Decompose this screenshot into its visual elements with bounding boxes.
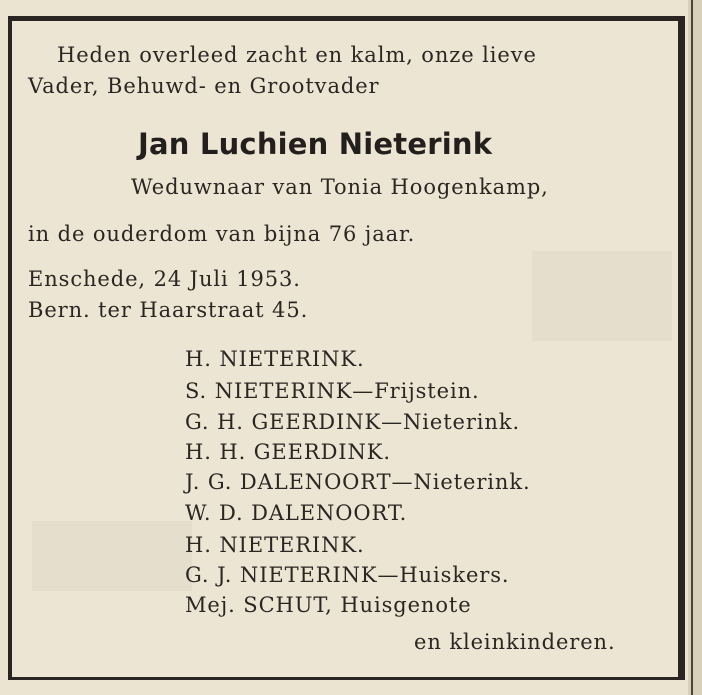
family-member: W. D. DALENOORT. [185, 501, 408, 525]
family-member: G. J. NIETERINK—Huiskers. [185, 563, 510, 587]
family-member: H. H. GEERDINK. [185, 440, 391, 464]
family-member: S. NIETERINK—Frijstein. [185, 379, 480, 403]
column-rule [691, 0, 693, 695]
intro-line-2: Vader, Behuwd- en Grootvader [28, 74, 380, 98]
deceased-name: Jan Luchien Nieterink [138, 127, 493, 161]
family-member: H. NIETERINK. [185, 533, 365, 557]
age-line: in de ouderdom van bijna 76 jaar. [28, 222, 416, 246]
closing-line: en kleinkinderen. [414, 630, 616, 654]
family-member: G. H. GEERDINK—Nieterink. [185, 410, 521, 434]
widower-line: Weduwnaar van Tonia Hoogenkamp, [131, 175, 549, 199]
family-member: H. NIETERINK. [185, 347, 365, 371]
family-member: J. G. DALENOORT—Nieterink. [185, 470, 531, 494]
place-date: Enschede, 24 Juli 1953. [28, 267, 301, 291]
address: Bern. ter Haarstraat 45. [28, 298, 309, 322]
bleed-through-texture [32, 521, 192, 591]
family-member: Mej. SCHUT, Huisgenote [185, 593, 472, 617]
intro-line-1: Heden overleed zacht en kalm, onze lieve [57, 43, 537, 67]
bleed-through-texture [532, 251, 672, 341]
adjacent-column-edge [688, 0, 702, 695]
